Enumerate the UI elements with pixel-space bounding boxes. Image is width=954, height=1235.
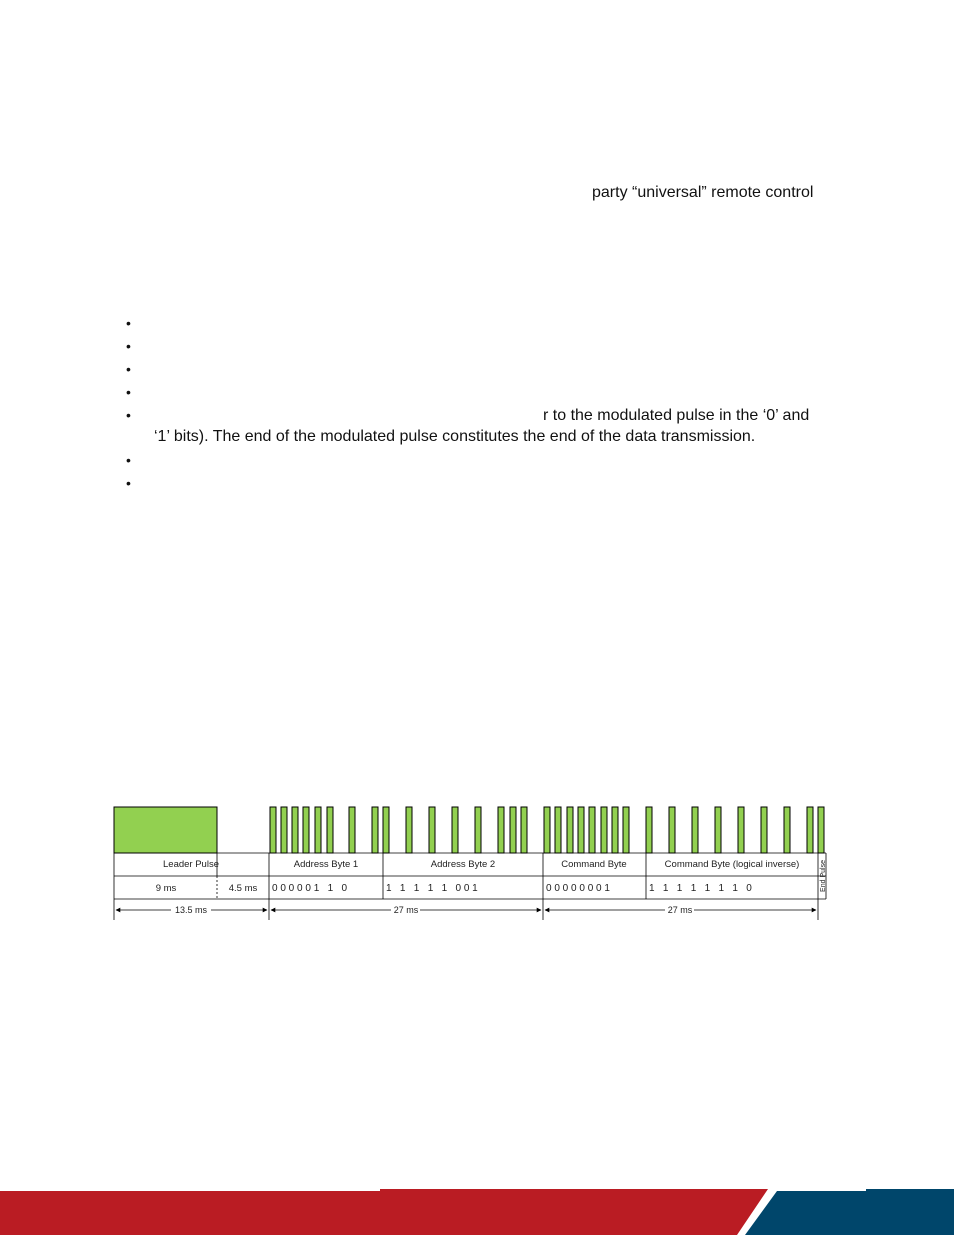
bit-pulse-9 xyxy=(383,807,389,853)
bits-address-byte-1: 0 0 0 0 0 1 1 0 xyxy=(272,883,348,894)
bit-pulse-3 xyxy=(292,807,298,853)
bits-address-byte-2: 1 1 1 1 1 0 0 1 xyxy=(386,883,478,894)
bits-command-inverse: 1 1 1 1 1 1 1 0 xyxy=(649,883,752,894)
bit-pulse-24 xyxy=(623,807,629,853)
bit-pulse-32 xyxy=(807,807,813,853)
label-address-byte-1: Address Byte 1 xyxy=(293,859,359,870)
footer-navy-band xyxy=(745,1189,954,1235)
bit-pulse-10 xyxy=(406,807,412,853)
duration-leader: 13.5 ms xyxy=(174,905,208,915)
bit-pulse-5 xyxy=(315,807,321,853)
bullet-6: • xyxy=(126,452,131,468)
label-end-pulse: End Pulse xyxy=(820,860,827,892)
bit-pulse-8 xyxy=(372,807,378,853)
label-command-byte: Command Byte xyxy=(561,859,627,870)
bit-pulse-13 xyxy=(475,807,481,853)
footer-band xyxy=(0,1189,954,1235)
bit-pulse-22 xyxy=(601,807,607,853)
paragraph-fragment: party “universal” remote control xyxy=(592,184,814,201)
duration-address: 27 ms xyxy=(393,905,419,915)
bullet-2: • xyxy=(126,338,131,354)
bit-pulse-25 xyxy=(646,807,652,853)
bit-pulse-4 xyxy=(303,807,309,853)
bit-pulse-20 xyxy=(578,807,584,853)
bit-pulse-1 xyxy=(270,807,276,853)
bullet-3: • xyxy=(126,361,131,377)
bit-pulse-33 xyxy=(818,807,824,853)
bit-pulse-21 xyxy=(589,807,595,853)
bullet-5: • xyxy=(126,407,131,423)
bit-pulse-15 xyxy=(510,807,516,853)
bit-pulse-18 xyxy=(555,807,561,853)
bit-pulse-11 xyxy=(429,807,435,853)
bit-pulse-30 xyxy=(761,807,767,853)
bit-pulse-7 xyxy=(349,807,355,853)
bit-pulse-26 xyxy=(669,807,675,853)
bit-pulse-12 xyxy=(452,807,458,853)
bit-pulse-2 xyxy=(281,807,287,853)
bit-pulse-23 xyxy=(612,807,618,853)
bit-pulse-29 xyxy=(738,807,744,853)
timing-leader-space: 4.5 ms xyxy=(228,883,258,894)
label-address-byte-2: Address Byte 2 xyxy=(430,859,496,870)
bit-pulse-6 xyxy=(327,807,333,853)
timing-leader-pulse: 9 ms xyxy=(155,883,177,894)
bit-pulse-31 xyxy=(784,807,790,853)
bullet-7: • xyxy=(126,475,131,491)
bit-pulse-28 xyxy=(715,807,721,853)
bit-pulse-17 xyxy=(544,807,550,853)
footer-red-band xyxy=(0,1189,768,1235)
duration-command: 27 ms xyxy=(667,905,693,915)
bits-command-byte: 0 0 0 0 0 0 0 1 xyxy=(546,883,610,894)
leader-pulse xyxy=(114,807,217,853)
bit-pulse-14 xyxy=(498,807,504,853)
label-command-inverse: Command Byte (logical inverse) xyxy=(664,859,800,870)
bullet-5-text-line1: r to the modulated pulse in the ‘0’ and xyxy=(543,407,810,424)
bit-pulses xyxy=(270,807,824,853)
bit-pulse-16 xyxy=(521,807,527,853)
bullet-4: • xyxy=(126,384,131,400)
label-leader-pulse: Leader Pulse xyxy=(163,859,219,870)
bullet-5-text-line2: ‘1’ bits). The end of the modulated pulse constitutes the end of the data transmission. xyxy=(154,428,756,445)
bit-pulse-19 xyxy=(567,807,573,853)
bullet-1: • xyxy=(126,315,131,331)
bit-pulse-27 xyxy=(692,807,698,853)
